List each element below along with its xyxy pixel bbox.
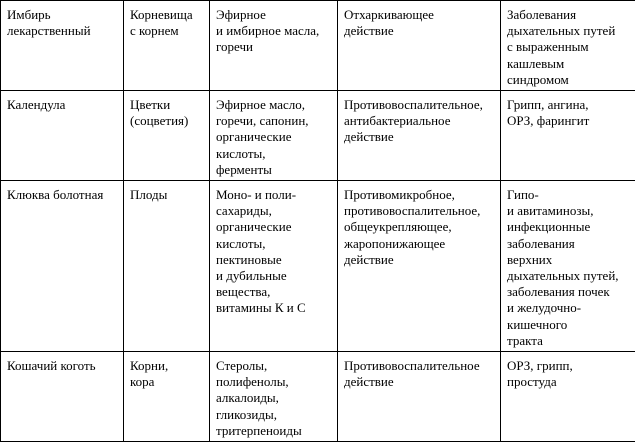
- plant-part-cell: Корневища с корнем: [124, 1, 210, 91]
- plant-name-cell: Кошачий коготь: [1, 352, 124, 442]
- plant-part-cell: Корни, кора: [124, 352, 210, 442]
- table-row: [1, 181, 635, 352]
- plant-part-cell: Цветки (соцветия): [124, 91, 210, 181]
- pharmacological-action-cell: Отхаркивающее действие: [338, 1, 501, 91]
- indications-cell: Грипп, ангина, ОРЗ, фарингит: [501, 91, 635, 181]
- plant-name-cell: Клюква болотная: [1, 181, 124, 352]
- indications-cell: ОРЗ, грипп, простуда: [501, 352, 635, 442]
- active-substances-cell: Стеролы, полифенолы, алкалоиды, гликозиды, тритерпеноиды: [210, 352, 338, 442]
- pharmacological-action-cell: Противовоспалительное, антибактериальное действие: [338, 91, 501, 181]
- pharmacological-action-cell: Противовоспалительное действие: [338, 352, 501, 442]
- table-row: [1, 1, 635, 91]
- plant-name-cell: Имбирь лекарственный: [1, 1, 124, 91]
- indications-cell: Гипо- и авитаминозы, инфекционные заболевания верхних дыхательных путей, заболевания почек и желудочно- кишечного тракта: [501, 181, 635, 352]
- table-row: [1, 352, 635, 442]
- plant-name-cell: Календула: [1, 91, 124, 181]
- table-row: [1, 91, 635, 181]
- active-substances-cell: Эфирное и имбирное масла, горечи: [210, 1, 338, 91]
- pharmacological-action-cell: Противомикробное, противовоспалительное, общеукрепляющее, жаропонижающее действие: [338, 181, 501, 352]
- indications-cell: Заболевания дыхательных путей с выраженным кашлевым синдромом: [501, 1, 635, 91]
- plant-part-cell: Плоды: [124, 181, 210, 352]
- active-substances-cell: Моно- и поли- сахариды, органические кислоты, пектиновые и дубильные вещества, витамины К и С: [210, 181, 338, 352]
- active-substances-cell: Эфирное масло, горечи, сапонин, органические кислоты, ферменты: [210, 91, 338, 181]
